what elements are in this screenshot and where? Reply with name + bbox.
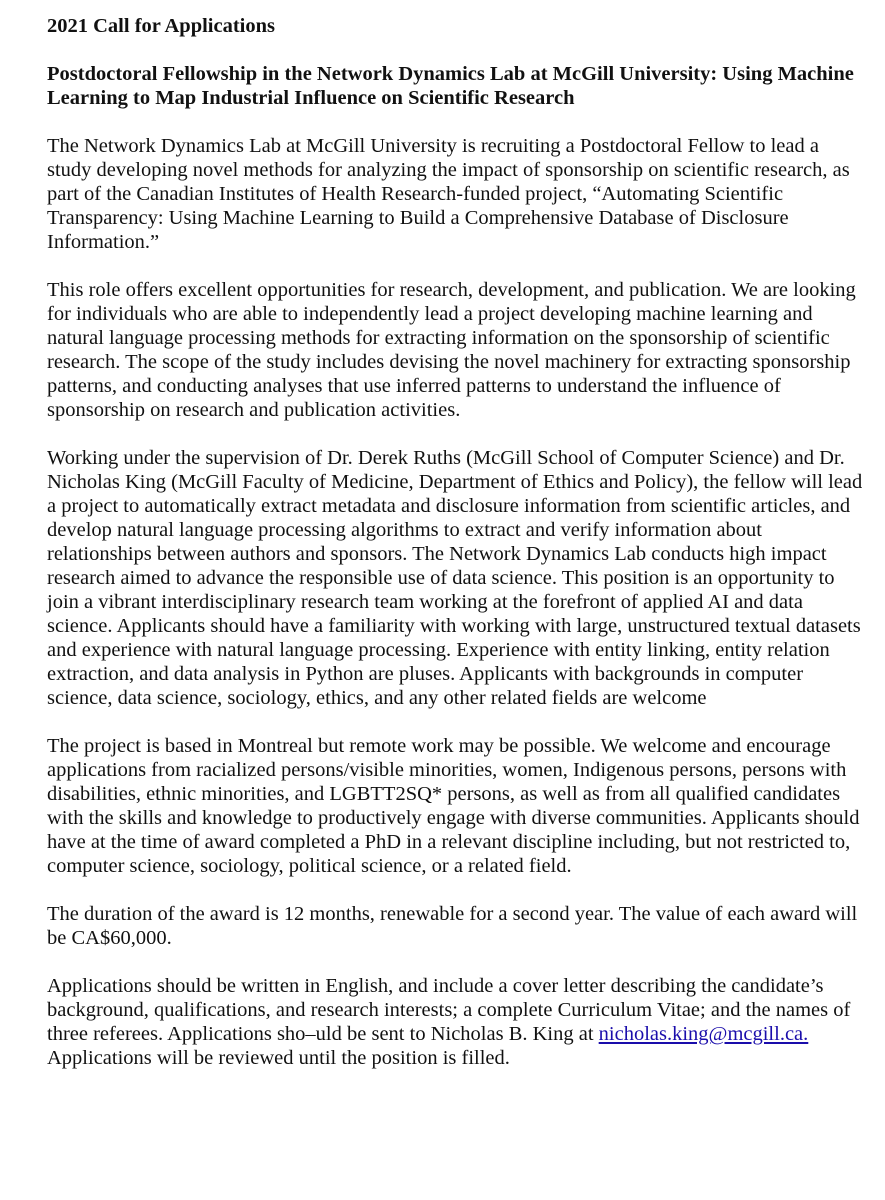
paragraph-intro: The Network Dynamics Lab at McGill University is recruiting a Postdoctoral Fellow to lead a study developing novel methods for analyzing the impact of sponsorship on scientific research, as part of the Canadian Institutes of Health Research-funded project, “Automating Scientific Transparency: Using Machine Learning to Build a Comprehensive Database of Disclosure Information.” xyxy=(47,135,850,253)
paragraph-role: This role offers excellent opportunities for research, development, and publication. We are looking for individuals who are able to independently lead a project developing machine learning and natural language processing methods for extracting information on the sponsorship of scientific research. The scope of the study includes devising the novel machinery for extracting sponsorship patterns, and conducting analyses that use inferred patterns to understand the influence of sponsorship on research and publication activities. xyxy=(47,279,856,421)
document-title: Postdoctoral Fellowship in the Network Dynamics Lab at McGill University: Using Machine Learning to Map Industrial Influence on Scientific Research xyxy=(47,63,854,109)
application-text-before-link: Applications should be written in English, and include a cover letter describing the candidate’s background, qualifications, and research interests; a complete Curriculum Vitae; and the names of three referees. Applications sho–uld be sent to Nicholas B. King at xyxy=(47,975,851,1045)
paragraph-award-duration: The duration of the award is 12 months, renewable for a second year. The value of each award will be CA$60,000. xyxy=(47,903,858,949)
paragraph-supervision: Working under the supervision of Dr. Derek Ruths (McGill School of Computer Science) and Dr. Nicholas King (McGill Faculty of Medicine, Department of Ethics and Policy), the fellow will lead a project to automatically extract metadata and disclosure information from scientific articles, and develop natural language processing algorithms to extract and verify information about relationships between authors and sponsors. The Network Dynamics Lab conducts high impact research aimed to advance the responsible use of data science. This position is an opportunity to join a vibrant interdisciplinary research team working at the forefront of applied AI and data science. Applicants should have a familiarity with working with large, unstructured textual datasets and experience with natural language processing. Experience with entity linking, entity relation extraction, and data analysis in Python are pluses. Applicants with backgrounds in computer science, data science, sociology, ethics, and any other related fields are welcome xyxy=(47,447,863,709)
call-heading: 2021 Call for Applications xyxy=(47,15,275,37)
email-link[interactable]: nicholas.king@mcgill.ca. xyxy=(598,1023,809,1045)
paragraph-application-instructions xyxy=(47,974,867,1070)
document-page xyxy=(47,14,867,1070)
paragraph-location-eligibility: The project is based in Montreal but remote work may be possible. We welcome and encourage applications from racialized persons/visible minorities, women, Indigenous persons, persons with disabilities, ethnic minorities, and LGBTT2SQ* persons, as well as from all qualified candidates with the skills and knowledge to productively engage with diverse communities. Applicants should have at the time of award completed a PhD in a relevant discipline including, but not restricted to, computer science, sociology, political science, or a related field. xyxy=(47,735,860,877)
application-text-after-link: Applications will be reviewed until the position is filled. xyxy=(47,1047,510,1069)
